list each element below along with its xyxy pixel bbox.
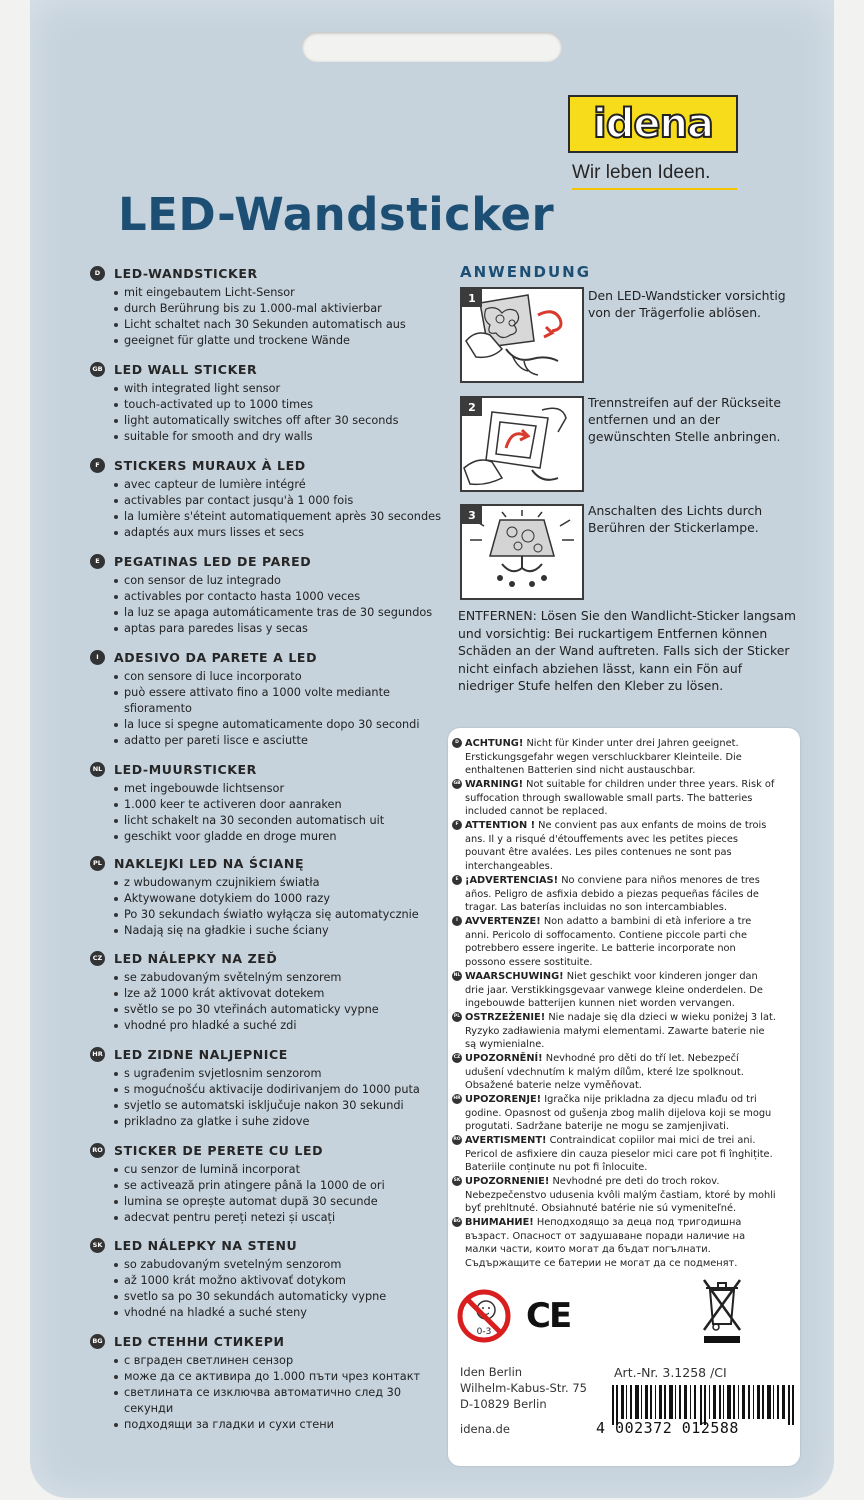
lang-heading: PEGATINAS LED DE PARED: [114, 554, 312, 569]
lang-badge: PL: [452, 1012, 462, 1022]
list-item: светлината се изключва автоматично след 30 секунди: [124, 1385, 414, 1417]
lang-badge: CZ: [90, 951, 105, 966]
logo-text: idena: [593, 101, 713, 147]
feature-list: [90, 1257, 460, 1321]
idena-logo: [568, 95, 738, 153]
list-item: až 1000 krát možno aktivovať dotykom: [124, 1273, 460, 1289]
warning-d: [448, 737, 778, 778]
warning-ro: [448, 1134, 778, 1175]
lang-block-bg: [90, 1333, 460, 1433]
list-item: activables par contact jusqu'à 1 000 fois: [124, 493, 460, 509]
list-item: adecvat pentru pereți netezi și uscați: [124, 1210, 460, 1226]
list-item: può essere attivato fino a 1000 volte mediante sfioramento: [124, 685, 414, 717]
lang-heading: LED ZIDNE NALJEPNICE: [114, 1047, 288, 1062]
warning-e: [448, 874, 778, 915]
lang-badge: SK: [452, 1176, 462, 1186]
address-line-1: Iden Berlin: [460, 1365, 523, 1379]
list-item: vhodné na hladké a suché steny: [124, 1305, 460, 1321]
warning-label: ¡ADVERTENCIAS!: [465, 875, 559, 886]
lang-block-hr: [90, 1046, 460, 1130]
warning-label: ACHTUNG!: [465, 738, 524, 749]
warning-text: Nie nadaje się dla dzieci w wieku poniżej 3 lat. Ryzyko zadławienia małymi elementami. Zawarte baterie nie są wymienialne.: [465, 1012, 776, 1051]
list-item: la luce si spegne automaticamente dopo 30 secondi: [124, 717, 460, 733]
lang-badge: E: [452, 875, 462, 885]
feature-list: [90, 573, 460, 637]
list-item: mit eingebautem Licht-Sensor: [124, 285, 460, 301]
list-item: подходящи за гладки и сухи стени: [124, 1417, 460, 1433]
anwendung-heading: ANWENDUNG: [460, 263, 592, 281]
feature-list: [90, 1162, 460, 1226]
warning-text: Contraindicat copiilor mai mici de trei ani. Pericol de asfixiere din cauza pieselor mici care pot fi înghițite. Bateriile conținute nu pot fi înlocuite.: [465, 1135, 773, 1174]
warning-hr: [448, 1093, 778, 1134]
feature-list: [90, 970, 460, 1034]
list-item: s ugrađenim svjetlosnim senzorom: [124, 1066, 460, 1082]
lang-badge: SK: [90, 1238, 105, 1253]
list-item: aptas para paredes lisas y secas: [124, 621, 460, 637]
list-item: durch Berührung bis zu 1.000-mal aktivierbar: [124, 301, 460, 317]
lang-badge: RO: [452, 1135, 462, 1145]
lang-heading: LED-WANDSTICKER: [114, 266, 258, 281]
lang-badge: BG: [90, 1334, 105, 1349]
ce-mark: CE: [526, 1296, 571, 1336]
warning-i: [448, 915, 778, 969]
list-item: може да се активира до 1.000 пъти чрез контакт: [124, 1369, 460, 1385]
feature-list: [90, 285, 460, 349]
list-item: touch-activated up to 1000 times: [124, 397, 460, 413]
warning-gb: [448, 778, 778, 819]
list-item: activables por contacto hasta 1000 veces: [124, 589, 460, 605]
list-item: s mogućnošću aktivacije dodirivanjem do 1000 puta: [124, 1082, 460, 1098]
slogan: Wir leben Ideen.: [572, 162, 711, 183]
list-item: met ingebouwde lichtsensor: [124, 781, 460, 797]
list-item: 1.000 keer te activeren door aanraken: [124, 797, 460, 813]
list-item: se activează prin atingere până la 1000 de ori: [124, 1178, 460, 1194]
lang-block-f: [90, 457, 460, 541]
feature-list: [90, 1066, 460, 1130]
warning-panel: [448, 728, 800, 1466]
lang-badge: NL: [452, 971, 462, 981]
feature-list: [90, 781, 460, 845]
feature-list: [90, 1353, 460, 1433]
lang-badge: NL: [90, 762, 105, 777]
step-1-illustration: [460, 287, 584, 383]
page-title: LED-Wandsticker: [118, 188, 555, 241]
feature-list: [90, 477, 460, 541]
step-3-illustration: [460, 504, 584, 600]
lang-badge: CZ: [452, 1053, 462, 1063]
list-item: con sensore di luce incorporato: [124, 669, 460, 685]
warning-label: WAARSCHUWING!: [465, 971, 564, 982]
step-2-illustration: [460, 396, 584, 492]
lang-heading: LED WALL STICKER: [114, 362, 258, 377]
list-item: la luz se apaga automáticamente tras de 30 segundos: [124, 605, 460, 621]
list-item: licht schakelt na 30 seconden automatisch uit: [124, 813, 460, 829]
lang-badge: I: [452, 916, 462, 926]
lang-heading: STICKER DE PERETE CU LED: [114, 1143, 324, 1158]
lang-heading: LED-MUURSTICKER: [114, 762, 257, 777]
lang-heading: STICKERS MURAUX À LED: [114, 458, 306, 473]
lang-heading: LED NÁLEPKY NA ZEĎ: [114, 951, 278, 966]
lang-badge: HR: [452, 1094, 462, 1104]
warning-label: UPOZORNĚNÍ!: [465, 1053, 543, 1064]
lang-heading: NAKLEJKI LED NA ŚCIANĘ: [114, 856, 305, 871]
warning-text: Ne convient pas aux enfants de moins de trois ans. Il y a risqué d'étouffements avec les petites pieces pouvant être avalées. Les piles contenues ne sont pas interchangeables.: [465, 820, 767, 872]
feature-list: [90, 875, 460, 939]
warning-label: ВНИМАНИЕ!: [465, 1217, 534, 1228]
warning-text: No conviene para niños menores de tres años. Peligro de asfixia debido a piezas pequeñas fáciles de tragar. Las baterías incluidas no son intercambiables.: [465, 875, 760, 914]
lang-badge: PL: [90, 856, 105, 871]
list-item: geeignet für glatte und trockene Wände: [124, 333, 460, 349]
list-item: light automatically switches off after 30 seconds: [124, 413, 460, 429]
list-item: suitable for smooth and dry walls: [124, 429, 460, 445]
list-item: adaptés aux murs lisses et secs: [124, 525, 460, 541]
lang-block-pl: [90, 855, 460, 939]
step-3-text: Anschalten des Lichts durch Berühren der Stickerlampe.: [588, 503, 763, 535]
lang-block-sk: [90, 1237, 460, 1321]
address-line-2: Wilhelm-Kabus-Str. 75: [460, 1381, 587, 1395]
warning-text: Nevhodné pre deti do troch rokov. Nebezpečenstvo udusenia kvôli malým častiam, ktoré by mohli byť prehltnuté. Obsiahnuté batérie nie sú vymeniteľné.: [465, 1176, 776, 1215]
warning-label: ATTENTION !: [465, 820, 536, 831]
lang-heading: ADESIVO DA PARETE A LED: [114, 650, 318, 665]
weee-bin-icon: [700, 1274, 744, 1344]
warning-sk: [448, 1175, 778, 1216]
lang-block-gb: [90, 361, 460, 445]
lang-badge: BG: [452, 1217, 462, 1227]
feature-list: [90, 381, 460, 445]
warning-text: Nicht für Kinder unter drei Jahren geeignet. Erstickungsgefahr wegen verschluckbarer Kleinteile. Die enthaltenen Batterien sind nicht austauschbar.: [465, 738, 742, 777]
entfernen-text: ENTFERNEN: Lösen Sie den Wandlicht-Sticker langsam und vorsichtig: Bei ruckartigem Entfernen können Schäden an der Wand auftreten. Falls sich der Sticker nicht einfach abziehen lässt, kann ein Fön auf niedriger Stufe helfen den Kleber zu lösen.: [458, 608, 796, 693]
list-item: Po 30 sekundach światło wyłącza się automatycznie: [124, 907, 460, 923]
warning-label: WARNING!: [465, 779, 524, 790]
lang-badge: D: [452, 738, 462, 748]
list-item: svjetlo se automatski isključuje nakon 30 sekundi: [124, 1098, 460, 1114]
age-label: 0-3: [476, 1327, 492, 1337]
warning-pl: [448, 1011, 778, 1052]
lang-block-nl: [90, 761, 460, 845]
list-item: Aktywowane dotykiem do 1000 razy: [124, 891, 460, 907]
list-item: svetlo sa po 30 sekundách automaticky vypne: [124, 1289, 460, 1305]
lang-heading: LED NÁLEPKY NA STENU: [114, 1238, 298, 1253]
lang-block-ro: [90, 1142, 460, 1226]
list-item: с вграден светлинен сензор: [124, 1353, 460, 1369]
list-item: con sensor de luz integrado: [124, 573, 460, 589]
hang-hole: [302, 32, 562, 62]
list-item: Nadają się na gładkie i suche ściany: [124, 923, 460, 939]
list-item: světlo se po 30 vteřinách automaticky vypne: [124, 1002, 460, 1018]
lang-badge: RO: [90, 1143, 105, 1158]
list-item: avec capteur de lumière intégré: [124, 477, 460, 493]
list-item: la lumière s'éteint automatiquement après 30 secondes: [124, 509, 460, 525]
lang-block-e: [90, 553, 460, 637]
warning-text: Неподходящо за деца под тригодишна възраст. Опасност от задушаване поради наличие на малки части, които могат да бъдат погълнати. Съдържащите се батерии не могат да се подменят.: [465, 1217, 746, 1269]
slogan-underline: [572, 188, 737, 190]
warning-label: AVVERTENZE!: [465, 916, 541, 927]
warning-label: UPOZORNENIE!: [465, 1176, 550, 1187]
website: idena.de: [460, 1422, 510, 1436]
warning-label: UPOZORENJE!: [465, 1094, 542, 1105]
lang-badge: GB: [452, 779, 462, 789]
lang-badge: I: [90, 650, 105, 665]
step-2-text: Trennstreifen auf der Rückseite entfernen und an der gewünschten Stelle anbringen.: [588, 395, 782, 444]
list-item: adatto per pareti lisce e asciutte: [124, 733, 460, 749]
warning-nl: [448, 970, 778, 1011]
step-number: 1: [462, 289, 482, 307]
lang-badge: D: [90, 266, 105, 281]
list-item: prikladno za glatke i suhe zidove: [124, 1114, 460, 1130]
list-item: Licht schaltet nach 30 Sekunden automatisch aus: [124, 317, 460, 333]
address-line-3: D-10829 Berlin: [460, 1397, 547, 1411]
list-item: z wbudowanym czujnikiem światła: [124, 875, 460, 891]
list-item: lumina se oprește automat după 30 secunde: [124, 1194, 460, 1210]
lang-badge: GB: [90, 362, 105, 377]
lang-block-i: [90, 649, 460, 749]
warning-text: Non adatto a bambini di età inferiore a tre anni. Pericolo di soffocamento. Contiene piccole parti che potrebbero essere ingerite. Le batterie incorporate non possono essere sostituite.: [465, 916, 752, 968]
list-item: geschikt voor gladde en droge muren: [124, 829, 460, 845]
lang-badge: F: [452, 820, 462, 830]
lang-block-cz: [90, 950, 460, 1034]
lang-badge: HR: [90, 1047, 105, 1062]
warning-text: Not suitable for children under three years. Risk of suffocation through swallowable small parts. The batteries included cannot be replaced.: [465, 779, 775, 818]
list-item: vhodné pro hladké a suché zdi: [124, 1018, 460, 1034]
step-number: 2: [462, 398, 482, 416]
list-item: se zabudovaným světelným senzorem: [124, 970, 460, 986]
list-item: cu senzor de lumină incorporat: [124, 1162, 460, 1178]
lang-block-d: [90, 265, 460, 349]
warning-label: AVERTISMENT!: [465, 1135, 547, 1146]
warning-text: Nevhodné pro děti do tří let. Nebezpečí udušení vdechnutím k malým dílům, které lze spolknout. Obsažené baterie nelze vyměňovat.: [465, 1053, 744, 1092]
step-number: 3: [462, 506, 482, 524]
barcode-digits: 4 002372 012588: [596, 1419, 739, 1437]
lang-badge: F: [90, 458, 105, 473]
list-item: with integrated light sensor: [124, 381, 460, 397]
list-item: so zabudovaným svetelným senzorom: [124, 1257, 460, 1273]
not-for-children-icon: [456, 1288, 512, 1344]
article-number: Art.-Nr. 3.1258 /CI: [614, 1365, 727, 1380]
feature-list: [90, 669, 460, 749]
warning-text: Igračka nije prikladna za djecu mlađu od tri godine. Opasnost od gušenja zbog malih dijelova koji se mogu progutati. Sadržane baterije ne mogu se zamjenjivati.: [465, 1094, 772, 1133]
warning-label: OSTRZEŻENIE!: [465, 1012, 546, 1023]
lang-heading: LED СТЕННИ СТИКЕРИ: [114, 1334, 285, 1349]
warning-cz: [448, 1052, 778, 1093]
warning-f: [448, 819, 778, 873]
list-item: lze až 1000 krát aktivovat dotekem: [124, 986, 460, 1002]
step-1-text: Den LED-Wandsticker vorsichtig von der Trägerfolie ablösen.: [588, 288, 786, 320]
warning-text: Niet geschikt voor kinderen jonger dan drie jaar. Verstikkingsgevaar vanwege kleine onderdelen. De ingebouwde batterijen kunnen niet worden vervangen.: [465, 971, 763, 1010]
lang-badge: E: [90, 554, 105, 569]
warning-bg: [448, 1216, 778, 1270]
